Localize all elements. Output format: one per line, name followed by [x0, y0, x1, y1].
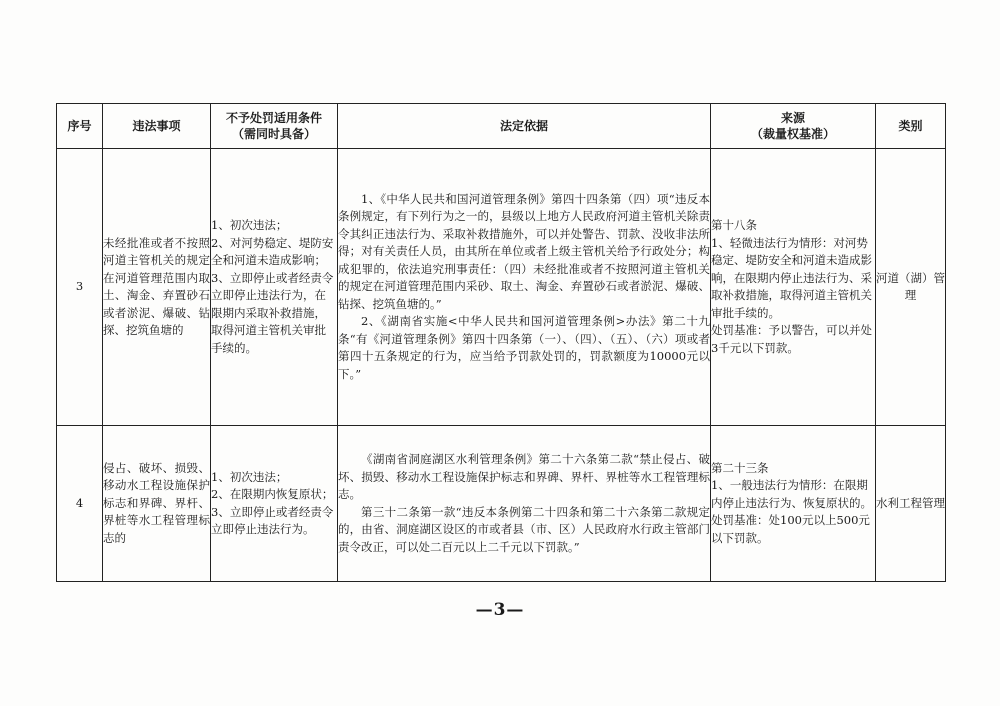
- source-penalty-standard: 处罚基准：予以警告，可以并处3千元以下罚款。: [711, 323, 872, 355]
- header-basis: 法定依据: [338, 104, 711, 149]
- table-row: [57, 149, 946, 426]
- table-header-row: [57, 104, 946, 149]
- row-category: 河道（湖）管理: [876, 149, 946, 426]
- row-num: 3: [57, 149, 103, 426]
- condition-item: 2、在限期内恢复原状；: [211, 487, 334, 501]
- row-source: [711, 149, 876, 426]
- source-situation: 1、一般违法行为情形：在限期内停止违法行为、恢复原状的。: [711, 478, 872, 510]
- row-source: [711, 426, 876, 582]
- penalty-table: [56, 103, 946, 582]
- basis-paragraph: 第三十二条第一款“违反本条例第二十四条和第二十六条第二款规定的，由省、洞庭湖区设区的市或者县（市、区）人民政府水行政主管部门责令改正，可以处二百元以上二千元以下罚款。”: [338, 504, 710, 554]
- row-category: 水利工程管理: [876, 426, 946, 582]
- page-number: —3—: [475, 600, 525, 620]
- condition-item: 3、立即停止或者经责令立即停止违法行为。: [211, 504, 334, 536]
- basis-paragraph: 《湖南省洞庭湖区水利管理条例》第二十六条第二款“禁止侵占、破坏、损毁、移动水工程设施保护标志和界碑、界杆、界桩等水工程管理标志。: [338, 452, 710, 501]
- header-conditions-line1: 不予处罚适用条件: [225, 111, 322, 125]
- row-legal-basis: [338, 426, 711, 582]
- basis-paragraph: 2、《湖南省实施<中华人民共和国河道管理条例>办法》第二十九条“有《河道管理条例》第四十四条第（一）、（四）、（五）、（六）项或者第四十五条规定的行为，应当给予罚款处罚的，罚款额度为10000元以下。”: [338, 314, 710, 381]
- source-situation: 1、轻微违法行为情形：对河势稳定、堤防安全和河道未造成影响，在限期内停止违法行为、采取补救措施，取得河道主管机关审批手续的。: [711, 235, 872, 320]
- header-source: [711, 104, 876, 149]
- header-num: 序号: [57, 104, 103, 149]
- source-article: 第二十三条: [711, 460, 769, 475]
- table-row: [57, 426, 946, 582]
- row-matter: 未经批准或者不按照河道主管机关的规定在河道管理范围内取土、淘金、弃置砂石或者淤泥、爆破、钻探、挖筑鱼塘的: [103, 149, 211, 426]
- condition-item: 2、对河势稳定、堤防安全和河道未造成影响；: [211, 235, 334, 267]
- condition-item: 1、初次违法；: [211, 218, 288, 232]
- row-conditions: [211, 149, 338, 426]
- row-num: 4: [57, 426, 103, 582]
- header-matter: 违法事项: [103, 104, 211, 149]
- source-article: 第十八条: [711, 218, 757, 232]
- basis-paragraph: 1、《中华人民共和国河道管理条例》第四十四条第（四）项“违反本条例规定，有下列行为之一的，县级以上地方人民政府河道主管机关除责令其纠正违法行为、采取补救措施外，可以并处警告、罚款、没收非法所得；对有关责任人员，由其所在单位或者上级主管机关给予行政处分；构成犯罪的，依法追究刑事责任：（四）未经批准或者不按照河道主管机关的规定在河道管理范围内采砂、取土、淘金、弃置砂石或者淤泥、爆破、钻探、挖筑鱼塘的。”: [338, 191, 710, 311]
- row-conditions: [211, 426, 338, 582]
- row-matter: 侵占、破坏、损毁、移动水工程设施保护标志和界碑、界杆、界桩等水工程管理标志的: [103, 426, 211, 582]
- header-conditions-line2: （需同时具备）: [231, 127, 316, 141]
- condition-item: 3、立即停止或者经责令立即停止违法行为，在限期内采取补救措施，取得河道主管机关审批手续的。: [211, 270, 334, 355]
- row-legal-basis: [338, 149, 711, 426]
- condition-item: 1、初次违法；: [211, 469, 288, 484]
- header-source-line1: 来源: [780, 111, 805, 125]
- header-conditions: [211, 104, 338, 149]
- header-source-line2: （裁量权基准）: [750, 127, 835, 141]
- source-penalty-standard: 处罚基准：处100元以上500元以下罚款。: [711, 513, 870, 545]
- header-category: 类别: [876, 104, 946, 149]
